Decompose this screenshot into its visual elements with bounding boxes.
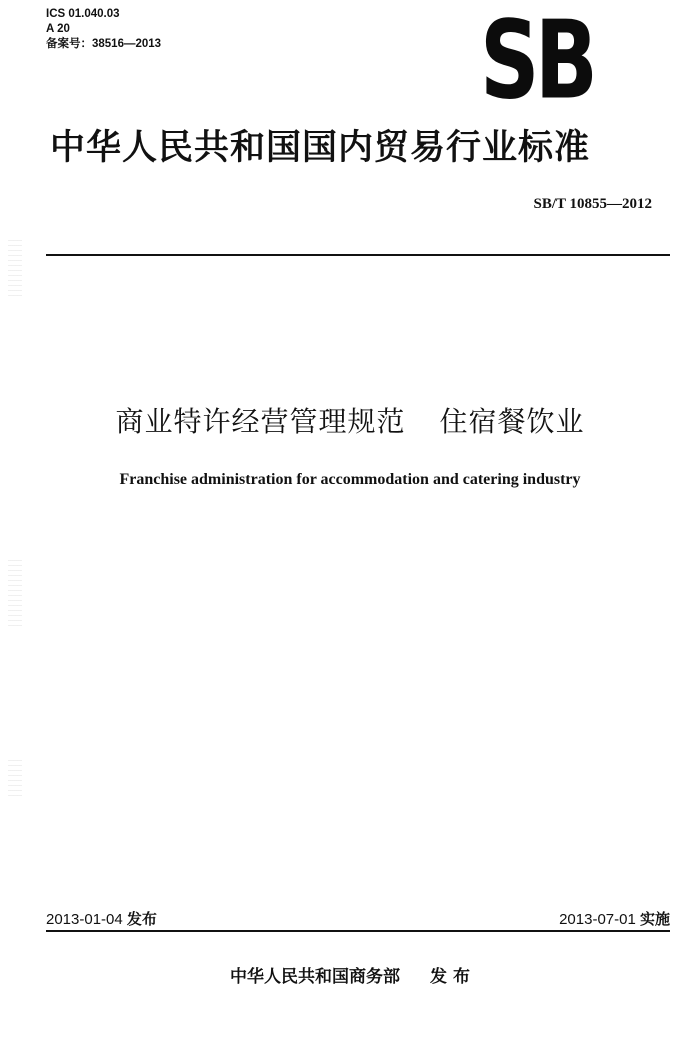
issue-date-value: 2013-01-04 [46,911,123,928]
issue-date [46,908,157,929]
scan-artifact [8,240,22,300]
publisher-line [0,962,700,987]
scan-artifact [8,560,22,630]
publisher-name: 中华人民共和国商务部 [230,967,401,987]
implementation-date-value: 2013-07-01 [559,911,636,928]
ics-code: ICS 01.040.03 [46,8,120,20]
scan-artifact [8,760,22,800]
classification-code: A 20 [46,23,70,35]
standard-title: 中华人民共和国国内贸易行业标准 [50,128,591,168]
top-divider [46,254,670,256]
document-title-sector: 住宿餐饮业 [439,405,585,438]
publisher-action: 发 布 [430,967,470,987]
issue-date-label: 发布 [126,910,157,928]
record-number: 备案号：38516—2013 [46,38,162,50]
standard-number: SB/T 10855—2012 [533,196,652,212]
sb-logo: SB [480,0,594,124]
implementation-date [559,908,670,929]
bottom-divider [46,930,670,932]
document-title-english: Franchise administration for accommodation and catering industry [119,471,581,488]
document-title-chinese [0,400,700,440]
document-title-main: 商业特许经营管理规范 [115,405,406,438]
implementation-date-label: 实施 [639,910,670,928]
